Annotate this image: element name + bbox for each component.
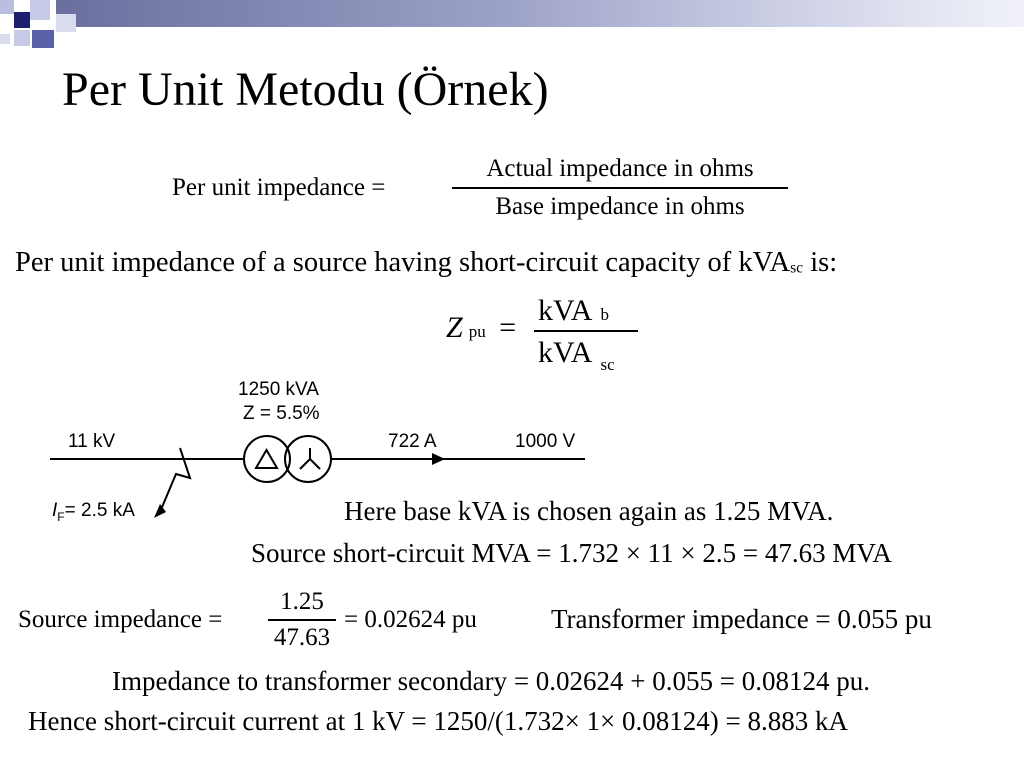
kva-b: kVA [538, 294, 593, 327]
decor-top-bar [56, 0, 1024, 27]
secondary-impedance-line: Impedance to transformer secondary = 0.02624 + 0.055 = 0.08124 pu. [112, 666, 871, 696]
fault-current-label [52, 500, 135, 524]
line-current: 722 A [388, 431, 437, 452]
decor-square [32, 30, 54, 48]
slide-title: Per Unit Metodu (Örnek) [62, 63, 549, 116]
z-subscript: pu [468, 322, 486, 341]
fault-current-value: = 2.5 kA [64, 500, 135, 521]
kva-sc-sub: sc [600, 355, 615, 374]
decor-square [30, 0, 50, 20]
fault-label-i: I [52, 500, 58, 521]
formula2-numerator [534, 294, 638, 328]
wye-symbol [300, 448, 320, 469]
source-impedance-denominator: 47.63 [273, 624, 331, 651]
formula2-equals: = [499, 311, 517, 344]
fault-label-sub: F [57, 509, 65, 524]
sentence-subscript: sc [790, 259, 804, 277]
transformer-impedance-text: Z = 5.5% [243, 403, 320, 424]
sentence-suffix: is: [803, 247, 838, 278]
decor-square [0, 34, 10, 44]
kva-b-sub: b [600, 305, 609, 324]
source-voltage: 11 kV [68, 431, 116, 452]
decor-square [0, 0, 14, 14]
load-voltage: 1000 V [515, 431, 576, 452]
transformer-impedance-line: Transformer impedance = 0.055 pu [551, 604, 932, 634]
decor-square [14, 12, 30, 28]
decor-square [14, 30, 30, 46]
fraction-bar [534, 330, 638, 332]
formula1-lhs: Per unit impedance = [172, 174, 386, 201]
transformer-secondary-winding [285, 436, 331, 482]
formula1-numerator: Actual impedance in ohms [486, 155, 754, 182]
z-symbol: Z [446, 311, 463, 344]
source-impedance-fraction [268, 588, 336, 652]
fraction-bar [268, 619, 336, 621]
source-impedance-sentence [15, 247, 837, 279]
short-circuit-mva-line: Source short-circuit MVA = 1.732 × 11 × 2.5 = 47.63 MVA [251, 538, 892, 568]
delta-symbol [256, 450, 277, 468]
source-impedance-numerator: 1.25 [280, 588, 324, 615]
formula1-fraction [452, 155, 788, 221]
short-circuit-current-line: Hence short-circuit current at 1 kV = 1250/(1.732× 1× 0.08124) = 8.883 kA [28, 706, 848, 736]
fault-arrow-head [154, 504, 166, 518]
transformer-primary-winding [244, 436, 290, 482]
base-kva-line: Here base kVA is chosen again as 1.25 MVA. [344, 496, 834, 526]
source-impedance-rhs: = 0.02624 pu [344, 606, 477, 633]
transformer-impedance [243, 403, 320, 425]
formula2-fraction [534, 294, 638, 374]
transformer-rating: 1250 kVA [238, 379, 319, 400]
source-impedance-lhs: Source impedance = [18, 606, 223, 633]
current-arrow [432, 453, 445, 465]
fault-arrow [160, 448, 190, 512]
fraction-bar [452, 187, 788, 189]
sentence-text: Per unit impedance of a source having short-circuit capacity of kVA [15, 247, 791, 278]
formula1-denominator: Base impedance in ohms [495, 193, 745, 220]
decor-square [56, 14, 76, 32]
kva-sc: kVA [538, 336, 593, 369]
formula2-denominator [534, 336, 638, 374]
formula2-symbol [446, 311, 516, 345]
